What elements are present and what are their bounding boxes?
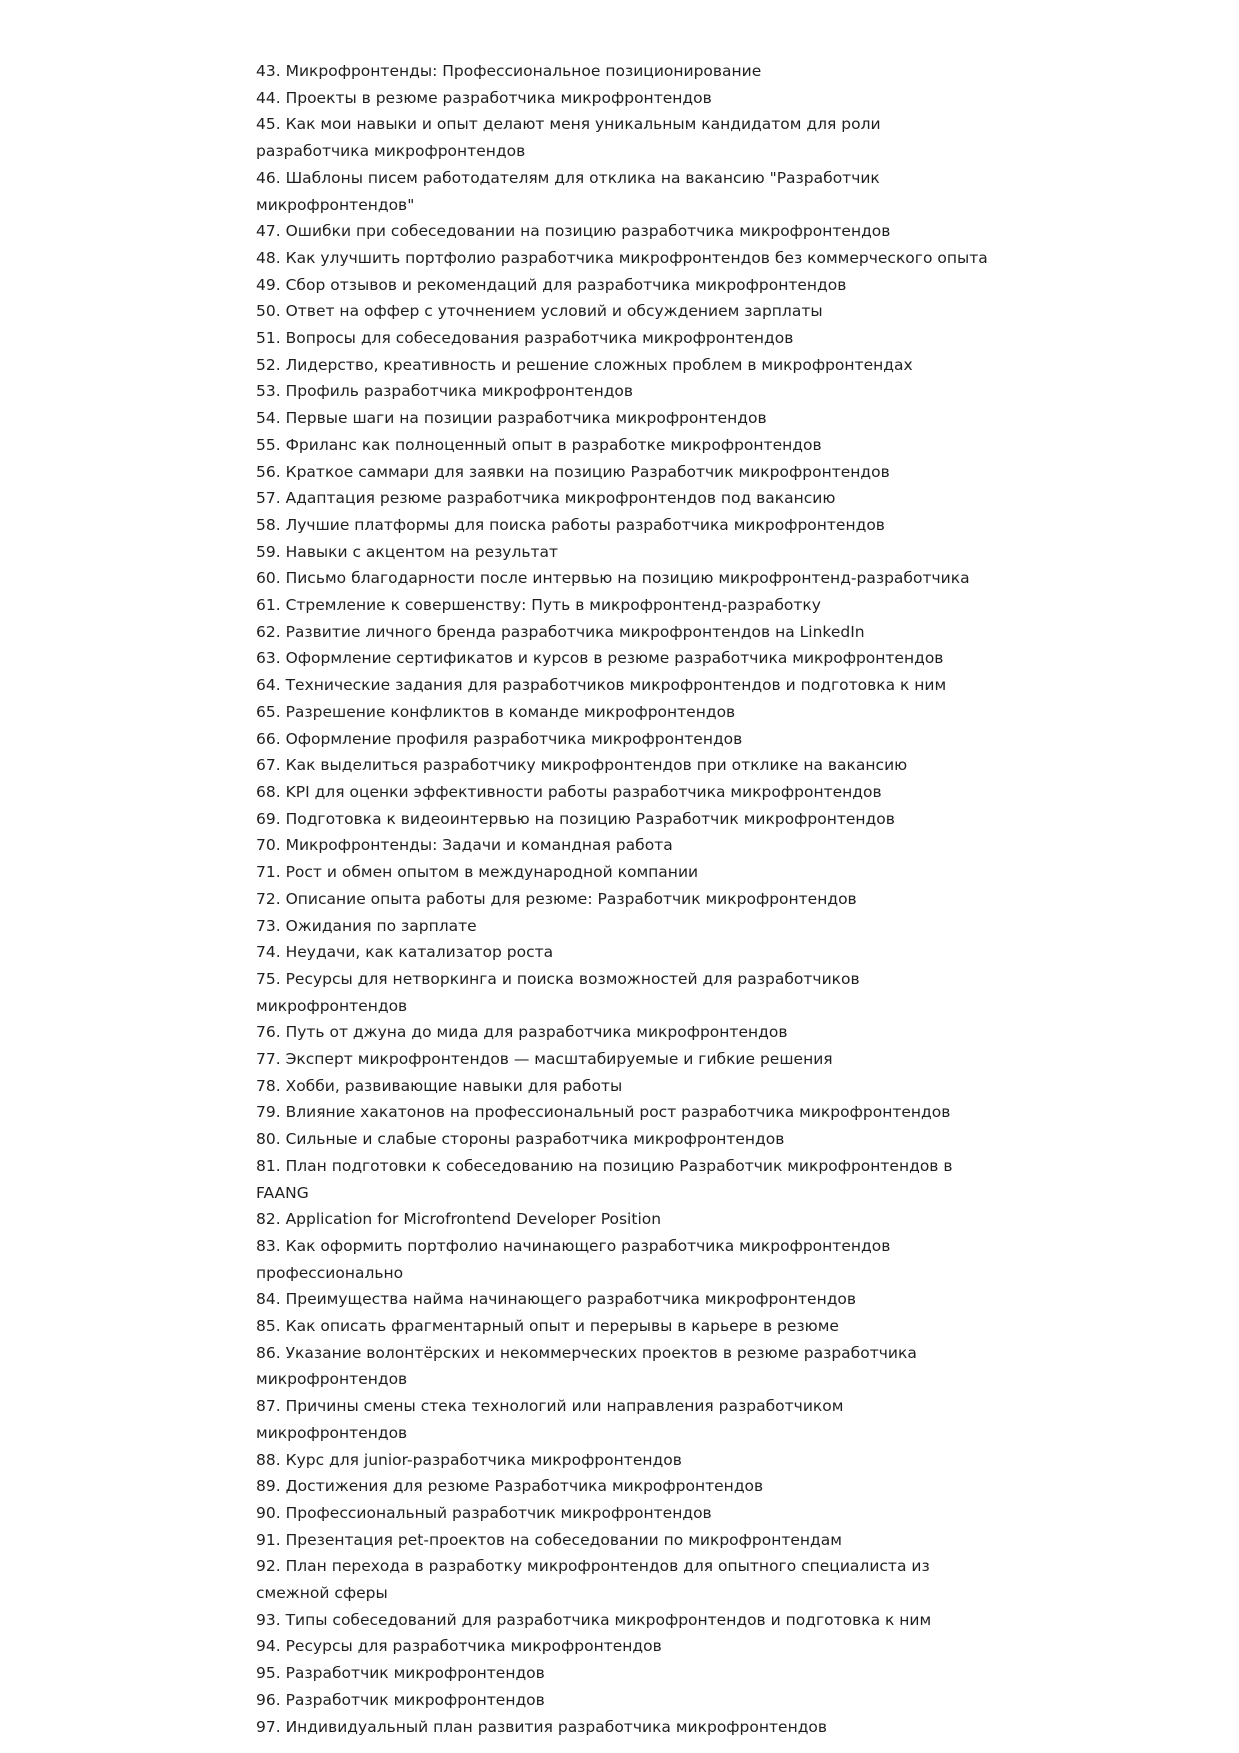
list-item: 69. Подготовка к видеоинтервью на позицию Разработчик микрофронтендов — [256, 809, 895, 828]
list-item: 58. Лучшие платформы для поиска работы разработчика микрофронтендов — [256, 515, 885, 534]
list-item: 62. Развитие личного бренда разработчика микрофронтендов на LinkedIn — [256, 622, 865, 641]
list-item: 78. Хобби, развивающие навыки для работы — [256, 1076, 623, 1095]
list-item: 43. Микрофронтенды: Профессиональное позиционирование — [256, 62, 762, 80]
list-item: 93. Типы собеседований для разработчика микрофронтендов и подготовка к ним — [256, 1610, 932, 1629]
list-item: 82. Application for Microfrontend Developer Position — [256, 1210, 662, 1229]
list-item: 83. Как оформить портфолио начинающего разработчика микрофронтендов профессионально — [256, 1236, 891, 1282]
list-item: 45. Как мои навыки и опыт делают меня уникальным кандидатом для роли разработчика микрофронтендов — [256, 115, 881, 161]
list-item: 73. Ожидания по зарплате — [256, 916, 477, 935]
list-item: 71. Рост и обмен опытом в международной компании — [256, 863, 699, 882]
document-page — [256, 58, 996, 1740]
list-item: 77. Эксперт микрофронтендов — масштабируемые и гибкие решения — [256, 1050, 833, 1069]
list-item: 75. Ресурсы для нетворкинга и поиска возможностей для разработчиков микрофронтендов — [256, 969, 860, 1015]
list-item: 80. Сильные и слабые стороны разработчика микрофронтендов — [256, 1130, 785, 1149]
list-item: 54. Первые шаги на позиции разработчика микрофронтендов — [256, 409, 767, 428]
list-item: 70. Микрофронтенды: Задачи и командная работа — [256, 836, 673, 855]
list-item: 88. Курс для junior-разработчика микрофронтендов — [256, 1450, 682, 1469]
list-item: 89. Достижения для резюме Разработчика микрофронтендов — [256, 1477, 764, 1496]
list-item: 44. Проекты в резюме разработчика микрофронтендов — [256, 88, 712, 107]
list-item: 49. Сбор отзывов и рекомендаций для разработчика микрофронтендов — [256, 275, 847, 294]
list-item: 61. Стремление к совершенству: Путь в микрофронтенд-разработку — [256, 596, 821, 615]
list-item: 94. Ресурсы для разработчика микрофронтендов — [256, 1637, 662, 1656]
list-item: 79. Влияние хакатонов на профессиональный рост разработчика микрофронтендов — [256, 1103, 951, 1122]
list-item: 56. Краткое саммари для заявки на позицию Разработчик микрофронтендов — [256, 462, 890, 481]
list-item: 97. Индивидуальный план развития разработчика микрофронтендов — [256, 1717, 828, 1736]
list-item: 65. Разрешение конфликтов в команде микрофронтендов — [256, 702, 736, 721]
list-item: 81. План подготовки к собеседованию на позицию Разработчик микрофронтендов в FAANG — [256, 1156, 953, 1202]
list-item: 90. Профессиональный разработчик микрофронтендов — [256, 1503, 712, 1522]
list-item: 67. Как выделиться разработчику микрофронтендов при отклике на вакансию — [256, 756, 908, 775]
list-item: 74. Неудачи, как катализатор роста — [256, 943, 554, 962]
list-item: 87. Причины смены стека технологий или направления разработчиком микрофронтендов — [256, 1397, 844, 1442]
list-item: 85. Как описать фрагментарный опыт и перерывы в карьере в резюме — [256, 1317, 839, 1336]
list-item: 47. Ошибки при собеседовании на позицию разработчика микрофронтендов — [256, 222, 891, 241]
list-item: 66. Оформление профиля разработчика микрофронтендов — [256, 729, 743, 748]
list-item: 59. Навыки с акцентом на результат — [256, 542, 559, 561]
list-item: 50. Ответ на оффер с уточнением условий и обсуждением зарплаты — [256, 302, 823, 321]
list-item: 57. Адаптация резюме разработчика микрофронтендов под вакансию — [256, 489, 836, 508]
list-item: 53. Профиль разработчика микрофронтендов — [256, 382, 634, 401]
list-item: 91. Презентация pet-проектов на собеседовании по микрофронтендам — [256, 1530, 842, 1549]
topic-list — [256, 58, 996, 1740]
list-item: 63. Оформление сертификатов и курсов в резюме разработчика микрофронтендов — [256, 649, 944, 668]
list-item: 84. Преимущества найма начинающего разработчика микрофронтендов — [256, 1290, 857, 1309]
list-item: 60. Письмо благодарности после интервью на позицию микрофронтенд-разработчика — [256, 569, 970, 588]
list-item: 68. KPI для оценки эффективности работы разработчика микрофронтендов — [256, 782, 882, 801]
list-item: 96. Разработчик микрофронтендов — [256, 1690, 545, 1709]
list-item: 55. Фриланс как полноценный опыт в разработке микрофронтендов — [256, 435, 822, 454]
list-item: 51. Вопросы для собеседования разработчика микрофронтендов — [256, 329, 794, 348]
list-item: 76. Путь от джуна до мида для разработчика микрофронтендов — [256, 1023, 788, 1042]
list-item: 92. План перехода в разработку микрофронтендов для опытного специалиста из смежной сферы — [256, 1557, 930, 1603]
list-item: 86. Указание волонтёрских и некоммерческих проектов в резюме разработчика микрофронтендов — [256, 1343, 917, 1389]
list-item: 46. Шаблоны писем работодателям для отклика на вакансию "Разработчик микрофронтендов" — [256, 168, 880, 214]
list-item: 95. Разработчик микрофронтендов — [256, 1664, 545, 1683]
list-item: 72. Описание опыта работы для резюме: Разработчик микрофронтендов — [256, 889, 857, 908]
list-item: 48. Как улучшить портфолио разработчика микрофронтендов без коммерческого опыта — [256, 248, 988, 267]
list-item: 64. Технические задания для разработчиков микрофронтендов и подготовка к ним — [256, 676, 947, 695]
list-item: 52. Лидерство, креативность и решение сложных проблем в микрофронтендах — [256, 355, 913, 374]
